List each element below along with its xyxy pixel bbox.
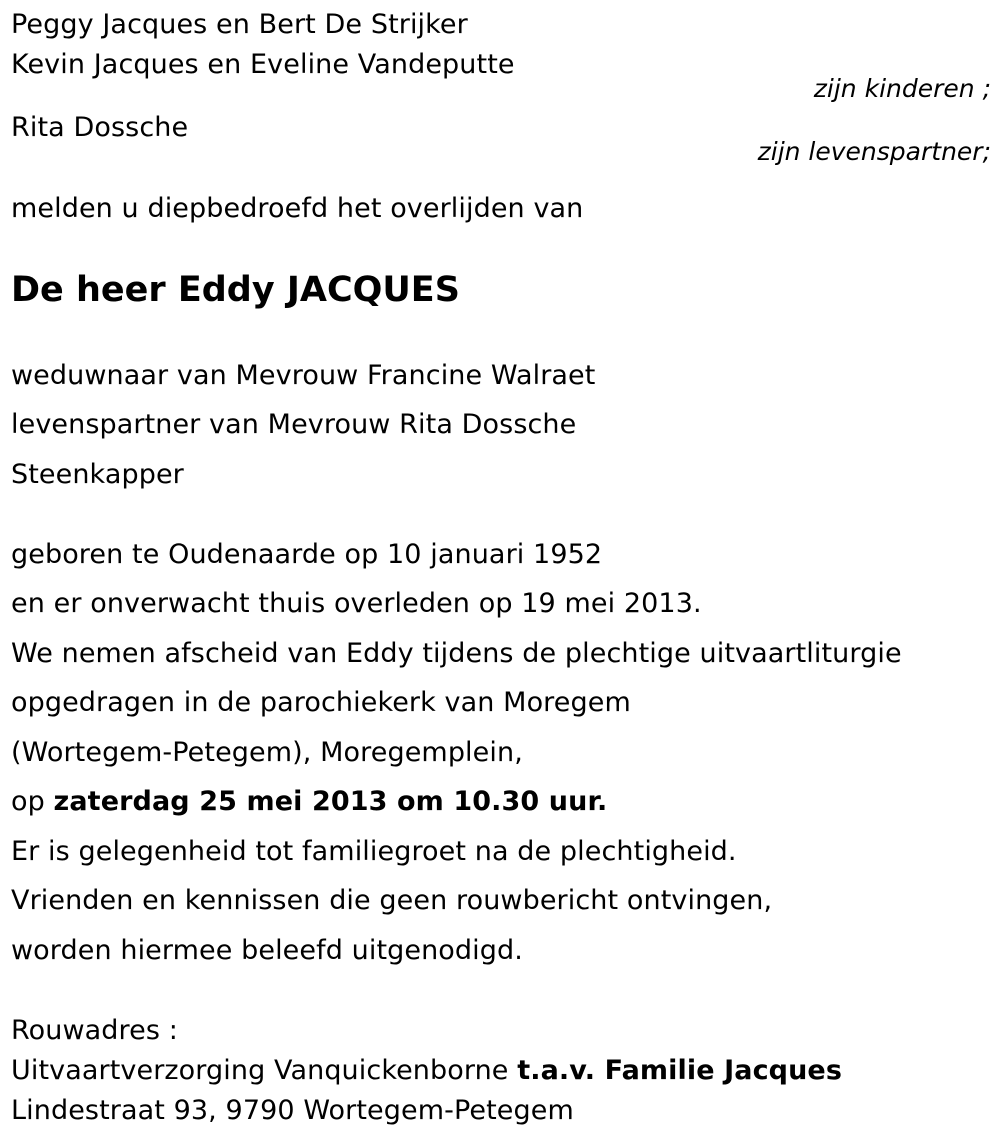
address-label: Rouwadres : [11,1015,178,1046]
address-attention: t.a.v. Familie Jacques [517,1055,843,1086]
partner-name: Rita Dossche [11,112,189,143]
farewell-line: We nemen afscheid van Eddy tijdens de plechtige uitvaartliturgie [11,638,902,669]
deceased-name: De heer Eddy JACQUES [11,270,460,310]
died-line: en er onverwacht thuis overleden op 19 mei 2013. [11,588,702,619]
date-prefix: op [11,786,54,817]
greeting-line: Er is gelegenheid tot familiegroet na de plechtigheid. [11,836,737,867]
ceremony-date-line [11,785,607,819]
ceremony-date: zaterdag 25 mei 2013 om 10.30 uur. [53,786,608,817]
widower-line: weduwnaar van Mevrouw Francine Walraet [11,360,596,391]
life-partner-line: levenspartner van Mevrouw Rita Dossche [11,409,577,440]
announcement-intro: melden u diepbedroefd het overlijden van [11,193,584,224]
children-line-1: Peggy Jacques en Bert De Strijker [11,9,468,40]
profession-line: Steenkapper [11,459,184,490]
location-line: (Wortegem-Petegem), Moregemplein, [11,737,523,768]
partner-role: zijn levenspartner; [757,137,991,166]
friends-line: Vrienden en kennissen die geen rouwbericht ontvingen, [11,885,773,916]
address-street: Lindestraat 93, 9790 Wortegem-Petegem [11,1095,574,1126]
children-role: zijn kinderen ; [813,74,991,103]
church-line: opgedragen in de parochiekerk van Moregem [11,687,631,718]
born-line: geboren te Oudenaarde op 10 januari 1952 [11,539,603,570]
address-company-line [11,1054,842,1088]
children-line-2: Kevin Jacques en Eveline Vandeputte [11,49,515,80]
address-company: Uitvaartverzorging Vanquickenborne [11,1055,518,1086]
invited-line: worden hiermee beleefd uitgenodigd. [11,935,523,966]
